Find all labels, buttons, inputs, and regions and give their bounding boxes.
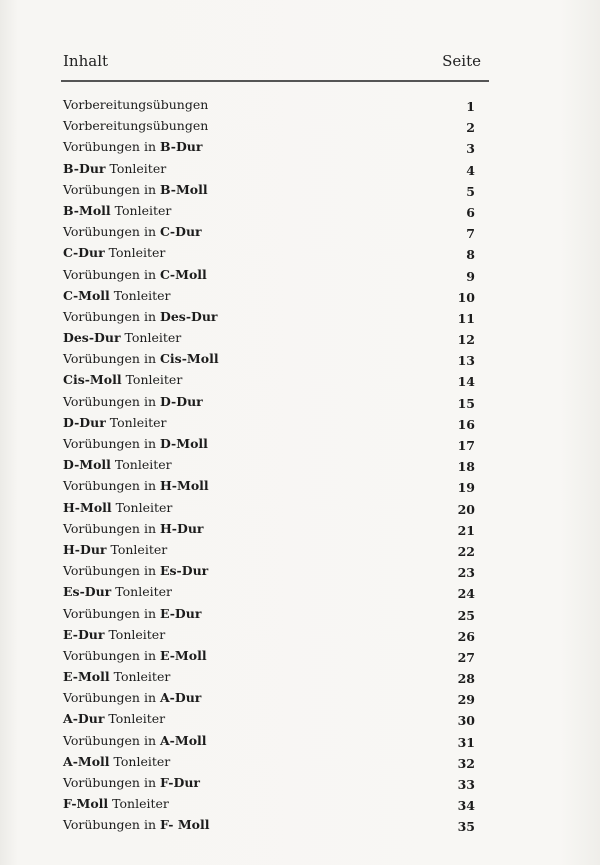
table-of-contents xyxy=(63,94,475,836)
toc-entry-title xyxy=(63,603,201,624)
toc-entry-key: E-Dur xyxy=(159,605,202,621)
toc-entry-page-number: 9 xyxy=(466,268,475,284)
toc-entry-key: Es-Dur xyxy=(159,563,209,579)
toc-entry-text: Vorübungen in xyxy=(63,690,160,706)
toc-entry-text: Vorübungen in xyxy=(63,732,160,748)
toc-entry xyxy=(63,518,475,539)
toc-entry-text: Vorübungen in xyxy=(63,605,160,621)
toc-entry-page-number: 3 xyxy=(466,141,475,157)
toc-entry xyxy=(63,560,475,581)
toc-entry-title xyxy=(63,454,172,475)
toc-entry-key: A-Dur xyxy=(63,711,105,727)
toc-entry-text: Vorübungen in xyxy=(63,647,160,663)
toc-entry-page-number: 26 xyxy=(457,628,475,644)
toc-entry-title xyxy=(63,242,165,263)
toc-entry-title xyxy=(63,772,200,793)
toc-entry xyxy=(63,412,475,433)
toc-entry-title xyxy=(63,730,207,751)
toc-entry-key: E-Moll xyxy=(63,669,110,685)
toc-entry-text: Tonleiter xyxy=(105,414,167,430)
toc-entry-key: E-Moll xyxy=(159,647,207,663)
toc-entry-text: Tonleiter xyxy=(109,753,171,769)
toc-entry xyxy=(63,136,475,157)
toc-entry xyxy=(63,327,475,348)
toc-entry-key: H-Moll xyxy=(63,499,112,515)
toc-entry-title xyxy=(63,560,208,581)
toc-entry-title xyxy=(63,136,202,157)
toc-entry-text: Tonleiter xyxy=(110,457,172,473)
toc-entry-key: F-Moll xyxy=(63,796,109,812)
toc-entry-key: Cis-Moll xyxy=(159,351,219,367)
toc-entry-title xyxy=(63,221,202,242)
toc-entry-text: Tonleiter xyxy=(106,541,168,557)
toc-entry-page-number: 14 xyxy=(457,374,475,390)
toc-entry xyxy=(63,221,475,242)
toc-entry-title xyxy=(63,264,207,285)
toc-entry-key: F-Dur xyxy=(159,775,200,790)
toc-entry-text: Vorübungen in xyxy=(63,308,160,324)
toc-entry-title xyxy=(63,94,208,115)
toc-entry-page-number: 25 xyxy=(457,607,475,623)
toc-entry-page-number: 32 xyxy=(457,755,475,771)
toc-entry-text: Tonleiter xyxy=(110,202,172,218)
toc-entry-key: D-Dur xyxy=(159,393,203,409)
toc-entry-text: Tonleiter xyxy=(105,160,167,176)
toc-entry-title xyxy=(63,433,208,454)
toc-entry-text: Vorübungen in xyxy=(63,817,160,833)
toc-entry-title xyxy=(63,497,172,518)
toc-entry-key: D-Moll xyxy=(63,457,111,473)
toc-entry xyxy=(63,581,475,602)
toc-entry-key: A-Moll xyxy=(159,732,207,748)
toc-entry-text: Vorübungen in xyxy=(63,139,160,155)
toc-entry-key: A-Moll xyxy=(63,753,110,769)
toc-entry-page-number: 12 xyxy=(457,332,475,348)
toc-entry-page-number: 11 xyxy=(457,310,475,326)
toc-entry-text: Vorübungen in xyxy=(63,563,160,579)
toc-entry xyxy=(63,306,475,327)
toc-entry-text: Tonleiter xyxy=(104,626,166,642)
toc-entry-key: F- Moll xyxy=(159,817,210,833)
toc-entry-text: Vorübungen in xyxy=(63,393,160,409)
toc-entry-title xyxy=(63,518,204,539)
toc-entry-text: Vorübungen in xyxy=(63,266,160,282)
toc-entry-page-number: 1 xyxy=(466,99,475,114)
toc-entry-key: H-Dur xyxy=(159,520,204,536)
toc-entry-text: Vorübungen in xyxy=(63,478,160,494)
toc-entry-text: Vorübungen in xyxy=(63,224,160,240)
toc-entry-page-number: 18 xyxy=(457,459,475,475)
toc-entry-key: C-Dur xyxy=(159,224,202,240)
toc-entry-page-number: 8 xyxy=(466,247,475,263)
toc-entry-page-number: 35 xyxy=(457,819,475,835)
toc-entry-page-number: 17 xyxy=(457,438,475,453)
toc-entry-title xyxy=(63,348,219,369)
toc-entry-title xyxy=(63,306,218,327)
toc-entry-title xyxy=(63,115,208,136)
toc-entry-key: E-Dur xyxy=(63,626,105,642)
toc-entry-page-number: 5 xyxy=(466,183,475,199)
toc-entry-title xyxy=(63,391,203,412)
page-column-heading: Seite xyxy=(442,52,481,70)
toc-entry-page-number: 27 xyxy=(457,649,475,665)
toc-entry xyxy=(63,200,475,221)
toc-entry-text: Tonleiter xyxy=(120,330,182,346)
toc-entry xyxy=(63,179,475,200)
toc-entry xyxy=(63,708,475,729)
toc-entry xyxy=(63,751,475,772)
toc-entry xyxy=(63,348,475,369)
toc-entry xyxy=(63,687,475,708)
toc-entry-title xyxy=(63,666,170,687)
toc-entry-key: H-Moll xyxy=(159,478,209,494)
toc-entry-page-number: 21 xyxy=(457,522,475,538)
toc-entry xyxy=(63,115,475,136)
toc-entry-text: Tonleiter xyxy=(104,711,166,727)
toc-entry-key: D-Moll xyxy=(159,436,208,451)
toc-entry-key: B-Moll xyxy=(159,181,208,197)
toc-entry-title xyxy=(63,285,171,306)
toc-entry-text: Tonleiter xyxy=(109,287,171,303)
toc-entry-text: Vorübungen in xyxy=(63,351,160,367)
header-rule xyxy=(61,80,489,82)
toc-entry xyxy=(63,158,475,179)
toc-entry-text: Tonleiter xyxy=(108,796,169,812)
toc-entry-page-number: 20 xyxy=(457,501,475,517)
toc-entry xyxy=(63,793,475,814)
toc-entry xyxy=(63,666,475,687)
toc-entry-key: Des-Dur xyxy=(63,330,121,346)
toc-entry xyxy=(63,475,475,496)
toc-entry-title xyxy=(63,475,209,496)
toc-entry-text: Vorbereitungsübungen xyxy=(63,118,209,134)
toc-entry-page-number: 33 xyxy=(457,777,475,792)
toc-entry xyxy=(63,285,475,306)
toc-entry-text: Tonleiter xyxy=(109,669,171,685)
toc-entry-title xyxy=(63,708,165,729)
toc-entry-text: Tonleiter xyxy=(121,372,183,388)
toc-entry xyxy=(63,772,475,793)
toc-entry xyxy=(63,264,475,285)
toc-entry-key: Cis-Moll xyxy=(63,372,122,388)
toc-entry-text: Vorübungen in xyxy=(63,436,160,451)
toc-entry xyxy=(63,603,475,624)
toc-entry-page-number: 13 xyxy=(457,353,475,369)
toc-header xyxy=(63,52,481,74)
toc-entry-title xyxy=(63,581,172,602)
toc-entry xyxy=(63,645,475,666)
toc-entry-page-number: 29 xyxy=(457,692,475,708)
toc-entry-title xyxy=(63,645,207,666)
toc-entry-title xyxy=(63,814,210,835)
toc-entry-page-number: 4 xyxy=(466,162,475,178)
toc-entry xyxy=(63,497,475,518)
toc-entry-page-number: 34 xyxy=(457,798,475,814)
toc-entry-key: C-Moll xyxy=(63,287,110,303)
toc-heading: Inhalt xyxy=(63,52,109,70)
toc-entry xyxy=(63,814,475,835)
toc-entry-page-number: 28 xyxy=(457,671,475,687)
toc-entry-title xyxy=(63,369,182,390)
toc-entry-title xyxy=(63,200,171,221)
toc-entry-text: Tonleiter xyxy=(111,499,173,515)
toc-entry-title xyxy=(63,793,169,814)
toc-entry-key: C-Moll xyxy=(159,266,207,282)
toc-entry xyxy=(63,94,475,115)
toc-entry-page-number: 24 xyxy=(457,586,475,602)
toc-entry-page-number: 7 xyxy=(466,226,475,242)
toc-entry-title xyxy=(63,412,167,433)
toc-entry xyxy=(63,242,475,263)
toc-entry-page-number: 19 xyxy=(457,480,475,496)
toc-entry-title xyxy=(63,158,166,179)
toc-entry-key: H-Dur xyxy=(63,541,107,557)
toc-entry-key: A-Dur xyxy=(159,690,202,706)
toc-entry-key: B-Moll xyxy=(63,202,111,218)
toc-entry xyxy=(63,624,475,645)
toc-entry-title xyxy=(63,751,170,772)
toc-entry-page-number: 15 xyxy=(457,395,475,411)
toc-entry-page-number: 30 xyxy=(457,713,475,729)
toc-entry-text: Vorübungen in xyxy=(63,775,160,790)
toc-entry xyxy=(63,391,475,412)
toc-entry xyxy=(63,454,475,475)
toc-entry xyxy=(63,369,475,390)
toc-entry-title xyxy=(63,624,165,645)
toc-entry-text: Vorbereitungsübungen xyxy=(63,97,209,112)
toc-entry-page-number: 6 xyxy=(466,204,475,220)
toc-entry-page-number: 31 xyxy=(457,734,475,750)
toc-entry-key: B-Dur xyxy=(63,160,106,176)
toc-entry-page-number: 16 xyxy=(457,416,475,432)
toc-entry-title xyxy=(63,179,208,200)
toc-entry-page-number: 23 xyxy=(457,565,475,581)
toc-entry-page-number: 2 xyxy=(466,120,475,136)
toc-entry-page-number: 10 xyxy=(457,289,475,305)
toc-entry-text: Vorübungen in xyxy=(63,181,160,197)
toc-entry-title xyxy=(63,687,201,708)
toc-entry xyxy=(63,730,475,751)
toc-entry xyxy=(63,539,475,560)
toc-entry-title xyxy=(63,539,167,560)
toc-entry-text: Tonleiter xyxy=(111,584,172,600)
toc-entry-text: Tonleiter xyxy=(104,245,166,261)
toc-entry-key: C-Dur xyxy=(63,245,105,261)
toc-entry-text: Vorübungen in xyxy=(63,520,160,536)
toc-entry-key: Es-Dur xyxy=(63,584,112,600)
toc-entry-title xyxy=(63,327,181,348)
toc-entry-page-number: 22 xyxy=(457,543,475,559)
toc-entry-key: B-Dur xyxy=(159,139,203,155)
toc-entry xyxy=(63,433,475,454)
toc-entry-key: D-Dur xyxy=(63,414,106,430)
toc-entry-key: Des-Dur xyxy=(159,308,218,324)
